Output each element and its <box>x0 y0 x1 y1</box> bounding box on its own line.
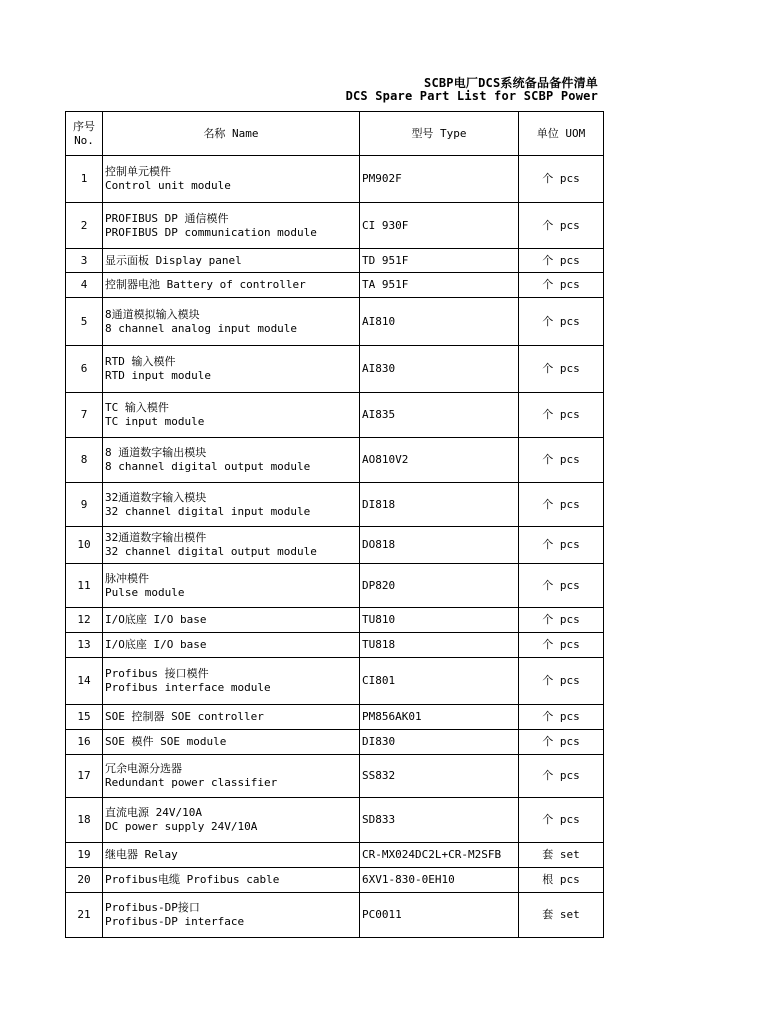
part-name-line1: I/O底座 I/O base <box>105 638 207 651</box>
part-name <box>103 893 360 938</box>
part-uom: 个 pcs <box>519 249 604 273</box>
table-header-row <box>66 112 604 156</box>
part-type: PM902F <box>360 156 519 203</box>
part-type: TU818 <box>360 633 519 658</box>
table-row <box>66 633 604 658</box>
part-name-line1: I/O底座 I/O base <box>105 613 207 626</box>
part-type: SS832 <box>360 755 519 798</box>
document-title: SCBP电厂DCS系统备品备件清单 <box>424 76 598 90</box>
part-name-line1: 32通道数字输出模件 <box>105 531 207 544</box>
part-name-line2: DC power supply 24V/10A <box>105 820 258 833</box>
table-row <box>66 438 604 483</box>
table-row <box>66 608 604 633</box>
part-type: TA 951F <box>360 273 519 298</box>
part-uom: 个 pcs <box>519 564 604 608</box>
row-number: 14 <box>66 658 103 705</box>
part-name-line1: 32通道数字输入模块 <box>105 490 207 504</box>
row-number: 15 <box>66 705 103 730</box>
part-uom: 个 pcs <box>519 798 604 843</box>
part-name <box>103 483 360 527</box>
row-number: 16 <box>66 730 103 755</box>
row-number: 5 <box>66 298 103 346</box>
part-type: 6XV1-830-0EH10 <box>360 868 519 893</box>
part-uom: 根 pcs <box>519 868 604 893</box>
part-name <box>103 798 360 843</box>
table-row <box>66 273 604 298</box>
part-name <box>103 527 360 564</box>
table-row <box>66 483 604 527</box>
part-name-line1: 控制单元模件 <box>105 165 171 178</box>
part-uom: 个 pcs <box>519 438 604 483</box>
table-row <box>66 893 604 938</box>
row-number: 11 <box>66 564 103 608</box>
part-name <box>103 156 360 203</box>
part-name <box>103 755 360 798</box>
row-number: 13 <box>66 633 103 658</box>
part-name-line2: 32 channel digital input module <box>105 504 311 518</box>
part-uom: 个 pcs <box>519 273 604 298</box>
part-name-line1: TC 输入模件 <box>105 401 169 414</box>
part-name <box>103 730 360 755</box>
part-name <box>103 633 360 658</box>
table-row <box>66 843 604 868</box>
part-name-line2: PROFIBUS DP communication module <box>105 225 317 239</box>
table-row <box>66 203 604 249</box>
part-type: TD 951F <box>360 249 519 273</box>
part-name-line2: Redundant power classifier <box>105 776 278 789</box>
header-uom: 单位 UOM <box>519 112 604 156</box>
spare-parts-table <box>65 111 604 938</box>
header-name: 名称 Name <box>103 112 360 156</box>
part-uom: 个 pcs <box>519 346 604 393</box>
part-name-line1: SOE 模件 SOE module <box>105 735 227 748</box>
row-number: 3 <box>66 249 103 273</box>
row-number: 7 <box>66 393 103 438</box>
part-name <box>103 705 360 730</box>
table-row <box>66 527 604 564</box>
part-name <box>103 346 360 393</box>
part-name-line2: RTD input module <box>105 369 211 382</box>
part-name-line1: PROFIBUS DP 通信模件 <box>105 211 229 225</box>
part-name <box>103 843 360 868</box>
row-number: 18 <box>66 798 103 843</box>
table-row <box>66 346 604 393</box>
part-name-line2: Profibus-DP interface <box>105 915 245 928</box>
part-name-line1: SOE 控制器 SOE controller <box>105 710 264 723</box>
part-type: AI810 <box>360 298 519 346</box>
table-row <box>66 868 604 893</box>
part-name <box>103 203 360 249</box>
part-name-line1: 冗余电源分选器 <box>105 762 182 775</box>
part-type: TU810 <box>360 608 519 633</box>
table-row <box>66 564 604 608</box>
part-name-line1: 8 通道数字输出模块 <box>105 446 207 459</box>
row-number: 12 <box>66 608 103 633</box>
part-type: AI830 <box>360 346 519 393</box>
table-row <box>66 705 604 730</box>
part-name-line2: 32 channel digital output module <box>105 545 317 558</box>
part-name-line1: 控制器电池 Battery of controller <box>105 278 306 291</box>
part-uom: 个 pcs <box>519 298 604 346</box>
part-uom: 个 pcs <box>519 633 604 658</box>
table-row <box>66 730 604 755</box>
part-uom: 套 set <box>519 843 604 868</box>
part-uom: 个 pcs <box>519 658 604 705</box>
part-name <box>103 868 360 893</box>
part-name-line2: Profibus interface module <box>105 681 271 694</box>
part-type: DO818 <box>360 527 519 564</box>
part-uom: 个 pcs <box>519 483 604 527</box>
part-name <box>103 658 360 705</box>
part-name-line1: Profibus-DP接口 <box>105 901 200 914</box>
part-name <box>103 393 360 438</box>
table-row <box>66 755 604 798</box>
table-row <box>66 798 604 843</box>
document-subtitle: DCS Spare Part List for SCBP Power <box>345 89 598 103</box>
part-name <box>103 298 360 346</box>
part-name-line1: 脉冲模件 <box>105 571 149 585</box>
part-name-line1: 继电器 Relay <box>105 848 178 861</box>
part-type: DI830 <box>360 730 519 755</box>
part-type: CR-MX024DC2L+CR-M2SFB <box>360 843 519 868</box>
part-type: AI835 <box>360 393 519 438</box>
header-type: 型号 Type <box>360 112 519 156</box>
part-uom: 个 pcs <box>519 730 604 755</box>
part-type: CI 930F <box>360 203 519 249</box>
part-type: AO810V2 <box>360 438 519 483</box>
part-name-line1: Profibus电缆 Profibus cable <box>105 873 280 886</box>
row-number: 6 <box>66 346 103 393</box>
part-uom: 个 pcs <box>519 156 604 203</box>
part-type: CI801 <box>360 658 519 705</box>
part-name-line2: TC input module <box>105 415 205 428</box>
row-number: 10 <box>66 527 103 564</box>
part-uom: 个 pcs <box>519 393 604 438</box>
table-row <box>66 393 604 438</box>
table-row <box>66 298 604 346</box>
part-name-line2: Control unit module <box>105 179 231 192</box>
part-name-line1: 8通道模拟输入模块 <box>105 307 200 321</box>
part-type: PM856AK01 <box>360 705 519 730</box>
part-name-line2: 8 channel analog input module <box>105 321 298 335</box>
header-no: 序号 No. <box>66 112 103 156</box>
row-number: 9 <box>66 483 103 527</box>
part-type: DI818 <box>360 483 519 527</box>
part-name <box>103 249 360 273</box>
part-uom: 个 pcs <box>519 705 604 730</box>
part-uom: 套 set <box>519 893 604 938</box>
part-type: PC0011 <box>360 893 519 938</box>
part-name-line2: 8 channel digital output module <box>105 460 311 473</box>
part-name <box>103 608 360 633</box>
part-name <box>103 273 360 298</box>
row-number: 4 <box>66 273 103 298</box>
part-type: DP820 <box>360 564 519 608</box>
row-number: 19 <box>66 843 103 868</box>
part-name-line1: 直流电源 24V/10A <box>105 806 202 819</box>
part-name <box>103 438 360 483</box>
row-number: 1 <box>66 156 103 203</box>
table-row <box>66 249 604 273</box>
part-name-line1: 显示面板 Display panel <box>105 253 242 267</box>
row-number: 8 <box>66 438 103 483</box>
part-name-line1: Profibus 接口模件 <box>105 667 209 680</box>
table-row <box>66 658 604 705</box>
part-uom: 个 pcs <box>519 203 604 249</box>
part-uom: 个 pcs <box>519 527 604 564</box>
table-row <box>66 156 604 203</box>
part-uom: 个 pcs <box>519 755 604 798</box>
part-name-line2: Pulse module <box>105 585 185 599</box>
row-number: 2 <box>66 203 103 249</box>
row-number: 21 <box>66 893 103 938</box>
row-number: 17 <box>66 755 103 798</box>
part-type: SD833 <box>360 798 519 843</box>
row-number: 20 <box>66 868 103 893</box>
part-name <box>103 564 360 608</box>
part-name-line1: RTD 输入模件 <box>105 355 176 368</box>
part-uom: 个 pcs <box>519 608 604 633</box>
